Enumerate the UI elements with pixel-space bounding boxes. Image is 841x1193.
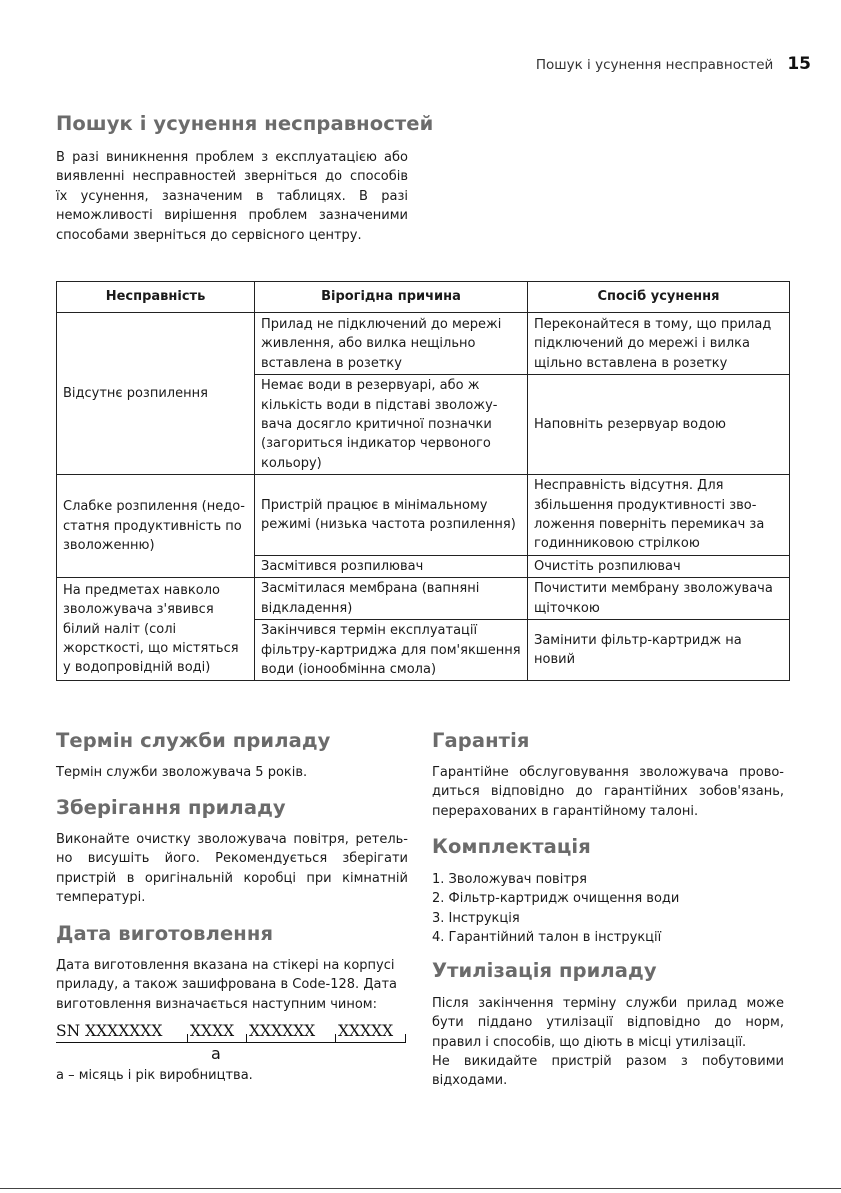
table-header-row [57, 282, 790, 313]
list-item: 4. Гарантійний талон в інструкції [432, 930, 662, 946]
disposal-text-1: Після закінчення терміну служби прилад може бути піддано утилізації відповідно до норм, правил і способів, що діють в місці утилізації. [432, 996, 784, 1050]
troubleshooting-table [56, 281, 790, 681]
cause-cell: Пристрій працює в мінімальному режимі (низька частота розпилення) [255, 475, 528, 556]
remedy-cell: Очистіть розпилювач [528, 555, 790, 577]
serial-divider [187, 1034, 188, 1043]
storage-title: Зберігання приладу [56, 796, 286, 819]
fault-cell: Відсутнє розпилення [57, 313, 255, 475]
table-row [57, 313, 790, 375]
service-life-title: Термін служби приладу [56, 729, 331, 752]
list-item: 3. Інструкція [432, 910, 520, 926]
manufacture-date-title: Дата виготовлення [56, 922, 274, 945]
header-section-title: Пошук і усунення несправностей [535, 57, 774, 73]
serial-marker: a [211, 1044, 221, 1063]
cause-cell: Засмітився розпилювач [255, 555, 528, 577]
cause-cell: Прилад не підключений до мережі живлення, або вилка нещільно вставлена в розетку [255, 313, 528, 375]
service-life-text: Термін служби зволожувача 5 років. [56, 765, 308, 780]
remedy-cell: Почистити мембрану зволожувача щіточкою [528, 578, 790, 620]
manufacture-date-text: Дата виготовлення вказана на стікері на корпусі приладу, а також зашифрована в Code-128. Дата виготовлення визначається наступним чином: [56, 958, 397, 1012]
disposal-title: Утилізація приладу [432, 959, 657, 982]
warranty-text: Гарантійне обслуговування зволожувача прово-диться відповідно до гарантійних зобов'язань, перерахованих в гарантійному талоні. [432, 765, 784, 819]
cause-cell: Засмітилася мембрана (вапняні відкладення) [255, 578, 528, 620]
serial-segment: XXXXX [338, 1022, 394, 1040]
serial-divider [246, 1034, 247, 1043]
serial-segment: XXXXXX [249, 1022, 316, 1040]
serial-number-diagram [56, 1022, 406, 1044]
column-header-cause: Вірогідна причина [255, 282, 528, 313]
serial-divider [335, 1034, 336, 1043]
fault-cell: Слабке розпилення (недо-статня продуктивність по зволоженню) [57, 475, 255, 578]
package-title: Комплектація [432, 835, 591, 858]
package-list [432, 870, 679, 948]
remedy-cell: Замінити фільтр-картридж на новий [528, 620, 790, 681]
list-item: 2. Фільтр-картридж очищення води [432, 891, 680, 907]
column-header-fault: Несправність [57, 282, 255, 313]
serial-segment: SN XXXXXXX [56, 1022, 163, 1040]
troubleshooting-title: Пошук і усунення несправностей [56, 112, 434, 135]
page-bottom-rule [0, 1188, 841, 1189]
serial-underline [56, 1042, 406, 1043]
running-header [536, 54, 811, 74]
page-number: 15 [787, 54, 811, 74]
column-header-remedy: Спосіб усунення [528, 282, 790, 313]
storage-text: Виконайте очистку зволожувача повітря, ретель-но висушіть його. Рекомендується зберігати пристрій в оригінальній коробці при кімнатній температурі. [56, 832, 408, 906]
warranty-title: Гарантія [432, 729, 530, 752]
table-row [57, 475, 790, 556]
list-item: 1. Зволожувач повітря [432, 872, 587, 887]
troubleshooting-intro: В разі виникнення проблем з експлуатацією або виявленні несправностей зверніться до способів їх усунення, зазначеним в таблицях. В разі неможливості вирішення проблем зазначеними способами зверніться до сервісного центру. [56, 150, 408, 243]
serial-divider [405, 1034, 406, 1043]
remedy-cell: Несправність відсутня. Для збільшення продуктивності зво-ложення поверніть перемикач за годинниковою стрілкою [528, 475, 790, 556]
serial-segment: XXXX [190, 1022, 235, 1040]
table-row [57, 578, 790, 620]
disposal-text-2: Не викидайте пристрій разом з побутовими відходами. [432, 1054, 784, 1089]
fault-cell: На предметах навколо зволожувача з'явився білий наліт (солі жорсткості, що містяться у водопровідній воді) [57, 578, 255, 681]
cause-cell: Закінчився термін експлуатації фільтру-картриджа для пом'якшення води (іонообмінна смола) [255, 620, 528, 681]
remedy-cell: Наповніть резервуар водою [528, 375, 790, 475]
serial-note: a – місяць і рік виробництва. [56, 1068, 253, 1083]
cause-cell: Немає води в резервуарі, або ж кількість води в підставі зволожу-вача досягло критичної позначки (загориться індикатор червоного кольору) [255, 375, 528, 475]
remedy-cell: Переконайтеся в тому, що прилад підключений до мережі і вилка щільно вставлена в розетку [528, 313, 790, 375]
